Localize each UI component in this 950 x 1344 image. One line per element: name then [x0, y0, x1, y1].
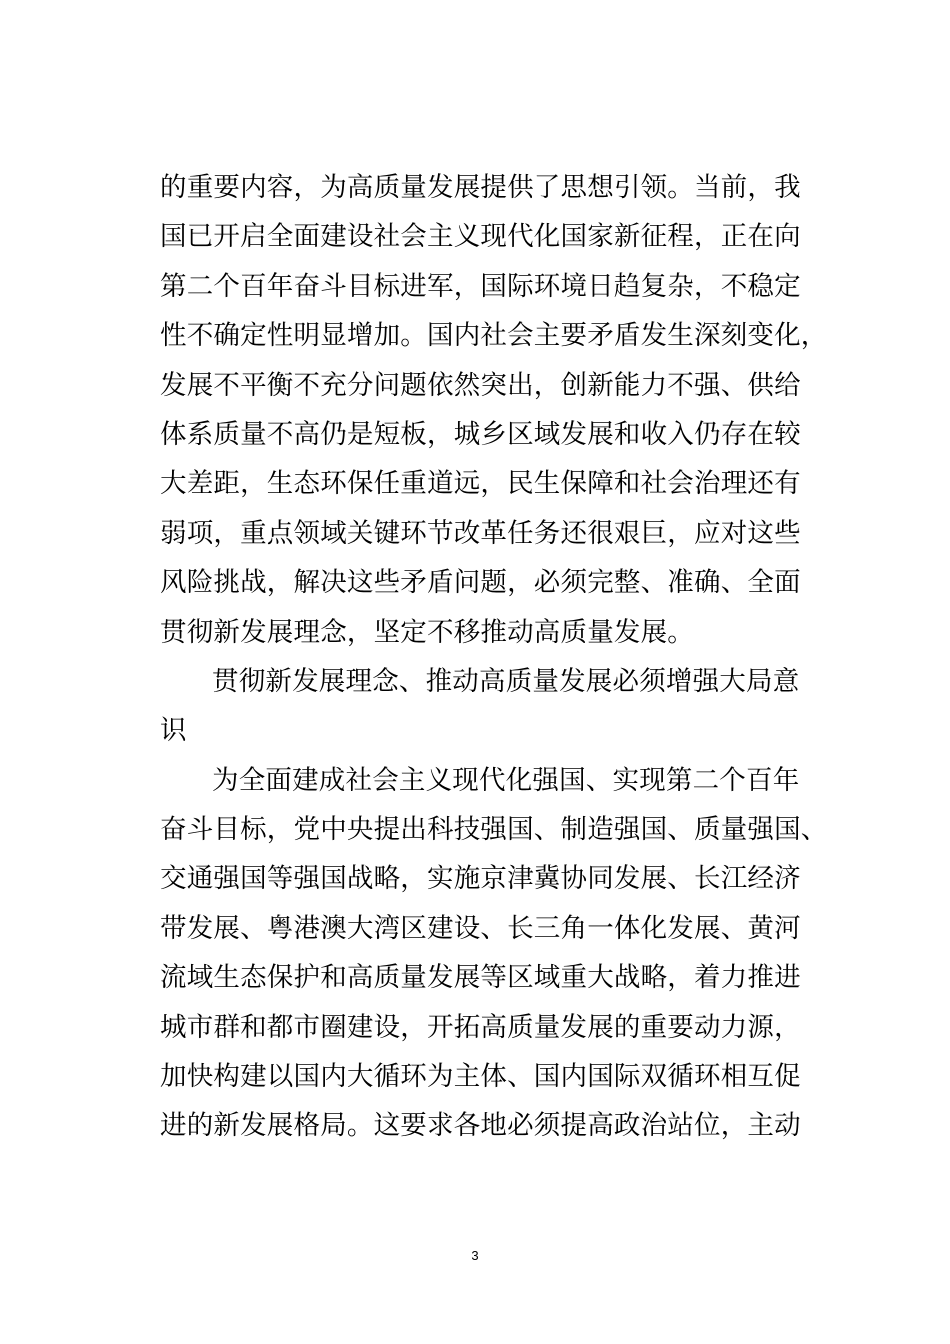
text-line: 交通强国等强国战略，实施京津冀协同发展、长江经济: [160, 863, 801, 895]
text-line: 第二个百年奋斗目标进军，国际环境日趋复杂，不稳定: [160, 270, 801, 302]
text-line: 大差距，生态环保任重道远，民生保障和社会治理还有: [160, 468, 801, 500]
heading-line: 识: [160, 715, 187, 747]
text-line: 贯彻新发展理念，坚定不移推动高质量发展。: [160, 616, 694, 648]
text-line: 进的新发展格局。这要求各地必须提高政治站位，主动: [160, 1110, 801, 1142]
text-line: 风险挑战，解决这些矛盾问题，必须完整、准确、全面: [160, 567, 801, 599]
text-line: 带发展、粤港澳大湾区建设、长三角一体化发展、黄河: [160, 912, 801, 944]
text-line: 发展不平衡不充分问题依然突出，创新能力不强、供给: [160, 369, 801, 401]
section-heading: [160, 657, 820, 756]
text-line: 弱项，重点领域关键环节改革任务还很艰巨，应对这些: [160, 517, 801, 549]
text-line: 体系质量不高仍是短板，城乡区域发展和收入仍存在较: [160, 418, 801, 450]
heading-line: 贯彻新发展理念、推动高质量发展必须增强大局意: [212, 665, 800, 697]
text-line: 加快构建以国内大循环为主体、国内国际双循环相互促: [160, 1061, 801, 1093]
page-number: 3: [471, 1248, 479, 1263]
text-line: 的重要内容，为高质量发展提供了思想引领。当前，我: [160, 172, 801, 203]
text-line: 为全面建成社会主义现代化强国、实现第二个百年: [212, 764, 800, 796]
text-line: 城市群和都市圈建设，开拓高质量发展的重要动力源，: [160, 1011, 801, 1043]
text-line: 奋斗目标，党中央提出科技强国、制造强国、质量强国、: [160, 814, 828, 846]
text-line: 性不确定性明显增加。国内社会主要矛盾发生深刻变化，: [160, 320, 828, 352]
text-line: 流域生态保护和高质量发展等区域重大战略，着力推进: [160, 962, 801, 994]
paragraph-1: [160, 163, 828, 657]
document-body: [160, 163, 828, 1151]
paragraph-2: [160, 756, 828, 1151]
text-line: 国已开启全面建设社会主义现代化国家新征程，正在向: [160, 221, 801, 253]
